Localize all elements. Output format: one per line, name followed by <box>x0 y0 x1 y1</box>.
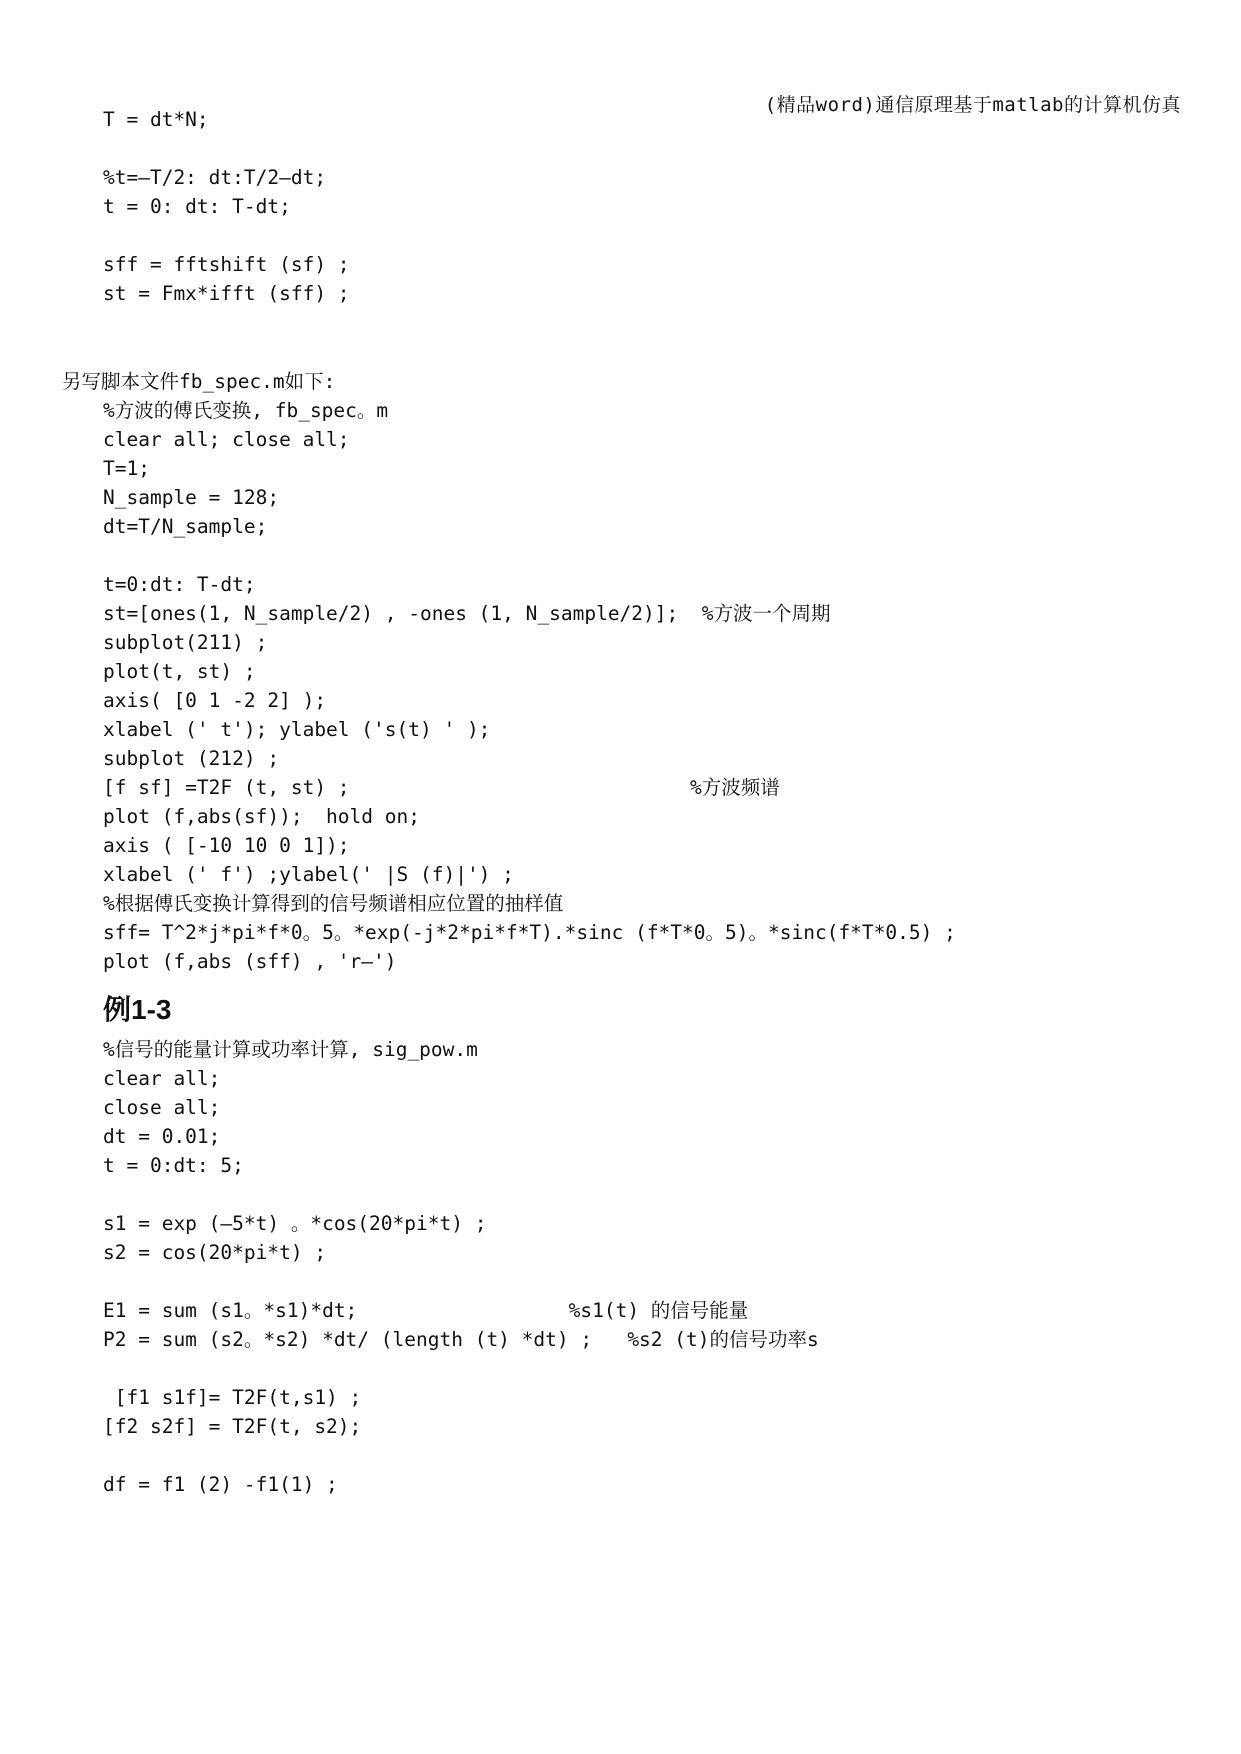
code-line: subplot (212) ; <box>103 747 280 770</box>
code-line: dt = 0.01; <box>103 1125 221 1148</box>
code-line: df = f1 (2) -f1(1) ; <box>103 1473 338 1496</box>
code-line: plot (f,abs(sf)); hold on; <box>103 805 420 828</box>
code-line: sff= T^2*j*pi*f*0。5。*exp(-j*2*pi*f*T).*sinc (f*T*0。5)。*sinc(f*T*0.5) ; <box>103 921 956 944</box>
code-line: [f1 s1f]= T2F(t,s1) ; <box>103 1386 362 1409</box>
code-line: %信号的能量计算或功率计算, sig_pow.m <box>103 1038 478 1061</box>
code-line: %方波的傅氏变换, fb_spec。m <box>103 399 389 422</box>
code-line: xlabel (' t'); ylabel ('s(t) ' ); <box>103 718 491 741</box>
code-line: s2 = cos(20*pi*t) ; <box>103 1241 327 1264</box>
code-line: axis( [0 1 -2 2] ); <box>103 689 327 712</box>
code-line: [f2 s2f] = T2F(t, s2); <box>103 1415 362 1438</box>
code-line: P2 = sum (s2。*s2) *dt/ (length (t) *dt) ; %s2 (t)的信号功率s <box>103 1328 819 1351</box>
code-line: %根据傅氏变换计算得到的信号频谱相应位置的抽样值 <box>103 892 564 915</box>
code-line: st=[ones(1, N_sample/2) , -ones (1, N_sample/2)]; %方波一个周期 <box>103 602 831 625</box>
code-line: plot(t, st) ; <box>103 660 256 683</box>
code-line: T=1; <box>103 457 150 480</box>
code-line: s1 = exp (—5*t) 。*cos(20*pi*t) ; <box>103 1212 487 1235</box>
code-line: t = 0:dt: 5; <box>103 1154 244 1177</box>
code-line: plot (f,abs (sff) , 'r—') <box>103 950 397 973</box>
code-line: clear all; <box>103 1067 221 1090</box>
code-line: st = Fmx*ifft (sff) ; <box>103 282 350 305</box>
code-line: xlabel (' f') ;ylabel(' |S (f)|') ; <box>103 863 514 886</box>
code-line: dt=T/N_sample; <box>103 515 268 538</box>
intro-text: 另写脚本文件fb_spec.m如下: <box>62 370 336 393</box>
code-line: subplot(211) ; <box>103 631 268 654</box>
code-line: clear all; close all; <box>103 428 350 451</box>
code-line: [f sf] =T2F (t, st) ; %方波频谱 <box>103 776 780 799</box>
section-heading: 例1-3 <box>103 994 172 1025</box>
running-header: (精品word)通信原理基于matlab的计算机仿真 <box>764 94 1181 116</box>
code-line: close all; <box>103 1096 221 1119</box>
code-line: T = dt*N; <box>103 108 209 131</box>
code-line: axis ( [-10 10 0 1]); <box>103 834 350 857</box>
code-line: t = 0: dt: T-dt; <box>103 195 291 218</box>
code-line: E1 = sum (s1。*s1)*dt; %s1(t) 的信号能量 <box>103 1299 749 1322</box>
code-line: t=0:dt: T-dt; <box>103 573 256 596</box>
code-line: sff = fftshift (sf) ; <box>103 253 350 276</box>
code-line: %t=—T/2: dt:T/2—dt; <box>103 166 327 189</box>
code-line: N_sample = 128; <box>103 486 280 509</box>
